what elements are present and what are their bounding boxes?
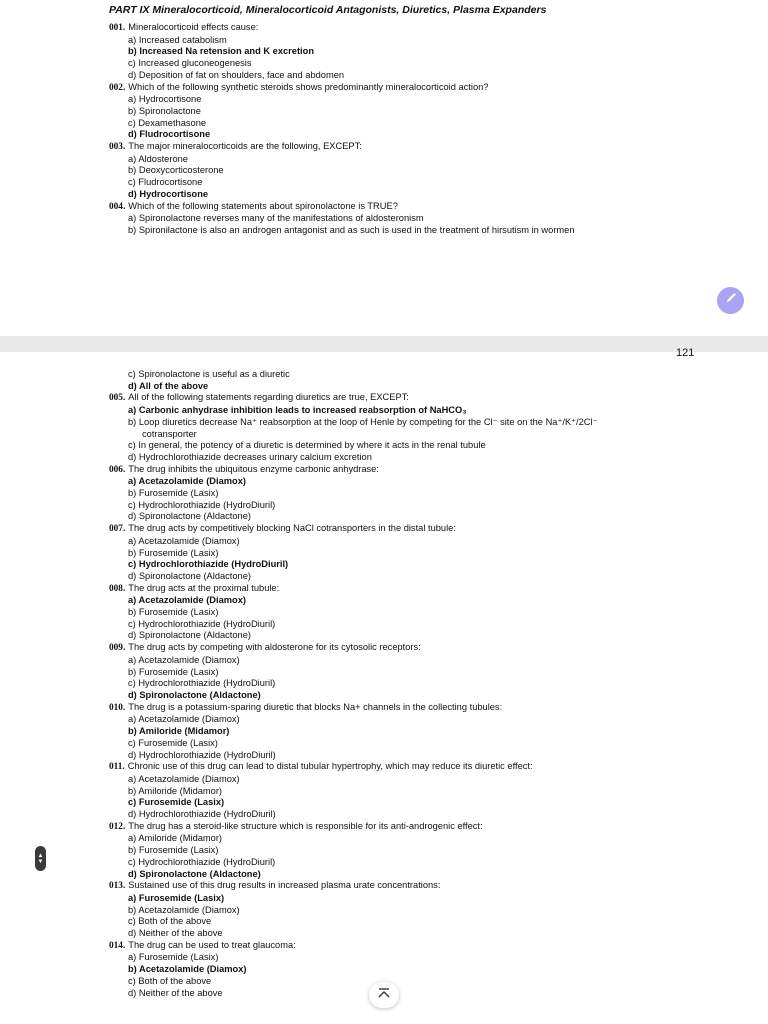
- question-010: [109, 702, 598, 762]
- question-number: 005.: [109, 393, 126, 404]
- question-number: 002.: [109, 82, 126, 93]
- answer-option: c) Spironolactone is useful as a diuretic: [128, 369, 290, 379]
- question-text: Chronic use of this drug can lead to distal tubular hypertrophy, which may reduce its diuretic effect:: [127, 761, 533, 772]
- question-stem: [109, 702, 598, 715]
- answer-option: c) Hydrochlorothiazide (HydroDiuril): [128, 856, 276, 867]
- answer-option: b) Furosemide (Lasix): [128, 607, 219, 618]
- question-009: [109, 642, 598, 702]
- answer-option: a) Acetazolamide (Diamox): [128, 654, 240, 665]
- question-text: The drug acts by competitively blocking NaCl cotransporters in the distal tubule:: [128, 523, 456, 534]
- question-text: The drug is a potassium-sparing diuretic that blocks Na+ channels in the collecting tubules:: [128, 701, 503, 712]
- question-003: [109, 141, 575, 201]
- scroll-to-top-button[interactable]: [369, 982, 399, 1008]
- chevron-up-icon: [377, 986, 391, 1004]
- answer-option: a) Aldosterone: [128, 153, 188, 164]
- answer-option: d) Hydrochlorothiazide decreases urinary calcium excretion: [128, 451, 372, 462]
- question-text: The drug acts at the proximal tubule:: [128, 582, 280, 593]
- question-stem: [109, 201, 575, 214]
- answer-option: c) In general, the potency of a diuretic is determined by where it acts in the renal tubule: [128, 440, 486, 451]
- answer-option: a) Furosemide (Lasix): [128, 952, 219, 963]
- question-number: 007.: [109, 524, 126, 535]
- question-stem: [109, 82, 575, 95]
- question-stem: [109, 761, 598, 774]
- scroll-down-icon: ▼: [37, 858, 44, 865]
- answer-option: d) Deposition of fat on shoulders, face and abdomen: [128, 69, 345, 80]
- question-012: [109, 821, 598, 881]
- question-001: [109, 22, 575, 82]
- question-number: 012.: [109, 821, 126, 832]
- question-number: 010.: [109, 702, 126, 713]
- question-stem: [109, 583, 598, 596]
- question-text: The drug has a steroid-like structure which is responsible for its anti-androgenic effect:: [128, 820, 483, 831]
- answer-option: d) Spironolactone (Aldactone): [128, 630, 251, 641]
- question-004: [109, 201, 575, 237]
- answer-option-correct: a) Acetazolamide (Diamox): [128, 476, 246, 487]
- answer-option-correct: d) Spironolactone (Aldactone): [128, 689, 261, 700]
- question-008: [109, 583, 598, 643]
- question-number: 014.: [109, 940, 126, 951]
- answer-option: a) Hydrocortisone: [128, 94, 202, 105]
- question-stem: [109, 642, 598, 655]
- answer-option: b) Furosemide (Lasix): [128, 547, 219, 558]
- edit-button[interactable]: [717, 287, 744, 314]
- scroll-up-icon: ▲: [37, 852, 44, 859]
- answer-option: c) Both of the above: [128, 975, 212, 986]
- answer-option: b) Acetazolamide (Diamox): [128, 904, 240, 915]
- question-stem: [109, 523, 598, 536]
- answer-option-correct: b) Amiloride (Midamor): [128, 726, 230, 737]
- question-005: [109, 392, 598, 463]
- answer-option: c) Both of the above: [128, 916, 212, 927]
- question-stem: [109, 22, 575, 35]
- answer-option: d) Spironolactone (Aldactone): [128, 511, 251, 522]
- answer-option: cotransporter: [142, 428, 197, 439]
- question-text: Which of the following synthetic steroids shows predominantly mineralocorticoid action?: [128, 81, 489, 92]
- answer-option-correct: b) Acetazolamide (Diamox): [128, 964, 247, 975]
- question-text: Which of the following statements about spironolactone is TRUE?: [128, 200, 398, 211]
- answer-option: b) Furosemide (Lasix): [128, 845, 219, 856]
- question-006: [109, 464, 598, 524]
- question-number: 006.: [109, 464, 126, 475]
- answer-option: c) Dexamethasone: [128, 117, 207, 128]
- answer-option: c) Fludrocortisone: [128, 177, 203, 188]
- question-text: The drug inhibits the ubiquitous enzyme carbonic anhydrase:: [128, 463, 379, 474]
- question-list-page-2: [109, 369, 598, 999]
- answer-option: d) Hydrochlorothiazide (HydroDiuril): [128, 809, 276, 820]
- answer-option: b) Furosemide (Lasix): [128, 488, 219, 499]
- question-text: The major mineralocorticoids are the following, EXCEPT:: [128, 141, 362, 152]
- answer-option: d) Spironolactone (Aldactone): [128, 570, 251, 581]
- question-stem: [109, 141, 575, 154]
- answer-option: b) Loop diuretics decrease Na⁺ reabsorption at the loop of Henle by competing for the Cl⁻ site on the Na⁺/K⁺/2Cl⁻: [128, 416, 598, 427]
- answer-option-correct: a) Acetazolamide (Diamox): [128, 595, 246, 606]
- question-number: 008.: [109, 583, 126, 594]
- answer-option-correct: d) Fludrocortisone: [128, 129, 211, 140]
- answer-option-correct: d) Hydrocortisone: [128, 188, 209, 199]
- section-title: PART IX Mineralocorticoid, Mineralocorticoid Antagonists, Diuretics, Plasma Expanders: [109, 4, 547, 16]
- question-number: 011.: [109, 762, 125, 773]
- question-number: 004.: [109, 201, 126, 212]
- question-text: All of the following statements regarding diuretics are true, EXCEPT:: [128, 392, 409, 403]
- answer-option: b) Spironolactone: [128, 105, 201, 116]
- answer-option-correct: c) Hydrochlorothiazide (HydroDiuril): [128, 559, 289, 570]
- question-number: 013.: [109, 881, 126, 892]
- pencil-icon: [724, 291, 738, 310]
- scroll-handle[interactable]: [35, 846, 46, 871]
- answer-option: b) Spironilactone is also an androgen antagonist and as such is used in the treatment of hirsutism in wormen: [128, 224, 575, 235]
- question-011: [109, 761, 598, 821]
- answer-option: c) Hydrochlorothiazide (HydroDiuril): [128, 499, 276, 510]
- question-014: [109, 940, 598, 1000]
- answer-option: a) Increased catabolism: [128, 34, 227, 45]
- page-number: 121: [676, 347, 695, 359]
- answer-option: a) Spironolactone reverses many of the manifestations of aldosteronism: [128, 213, 424, 224]
- answer-option: a) Amiloride (Midamor): [128, 833, 223, 844]
- question-stem: [109, 940, 598, 953]
- answer-option: d) Neither of the above: [128, 928, 223, 939]
- question-number: 009.: [109, 643, 126, 654]
- answer-option: d) Hydrochlorothiazide (HydroDiuril): [128, 749, 276, 760]
- answer-option: a) Acetazolamide (Diamox): [128, 714, 240, 725]
- question-stem: [109, 464, 598, 477]
- answer-option-correct: d) Spironolactone (Aldactone): [128, 868, 261, 879]
- answer-option: b) Amiloride (Midamor): [128, 785, 223, 796]
- answer-option: c) Hydrochlorothiazide (HydroDiuril): [128, 678, 276, 689]
- answer-option-correct: c) Furosemide (Lasix): [128, 797, 225, 808]
- question-002: [109, 82, 575, 142]
- answer-option: c) Hydrochlorothiazide (HydroDiuril): [128, 618, 276, 629]
- question-text: Mineralocorticoid effects cause:: [128, 22, 259, 32]
- question-stem: [109, 392, 598, 405]
- answer-option-correct: b) Increased Na retension and K excretion: [128, 46, 314, 57]
- question-number: 001.: [109, 23, 126, 33]
- question-number: 003.: [109, 142, 126, 153]
- question-text: The drug acts by competing with aldosterone for its cytosolic receptors:: [128, 642, 421, 653]
- answer-option: b) Deoxycorticosterone: [128, 165, 224, 176]
- answer-option: a) Acetazolamide (Diamox): [128, 773, 240, 784]
- question-013: [109, 880, 598, 940]
- question-007: [109, 523, 598, 583]
- answer-option: a) Acetazolamide (Diamox): [128, 535, 240, 546]
- answer-option-correct: d) All of the above: [128, 380, 209, 391]
- question-stem: [109, 821, 598, 834]
- answer-option-correct: a) Furosemide (Lasix): [128, 892, 225, 903]
- question-text: Sustained use of this drug results in increased plasma urate concentrations:: [128, 880, 441, 891]
- answer-option-correct: a) Carbonic anhydrase inhibition leads to increased reabsorption of NaHCO₃: [128, 405, 467, 416]
- answer-option: d) Neither of the above: [128, 987, 223, 998]
- question-list-page-1: [109, 22, 575, 237]
- answer-option: c) Furosemide (Lasix): [128, 737, 218, 748]
- question-stem: [109, 880, 598, 893]
- answer-option: b) Furosemide (Lasix): [128, 666, 219, 677]
- answer-option: c) Increased gluconeogenesis: [128, 58, 252, 69]
- question-text: The drug can be used to treat glaucoma:: [128, 939, 296, 950]
